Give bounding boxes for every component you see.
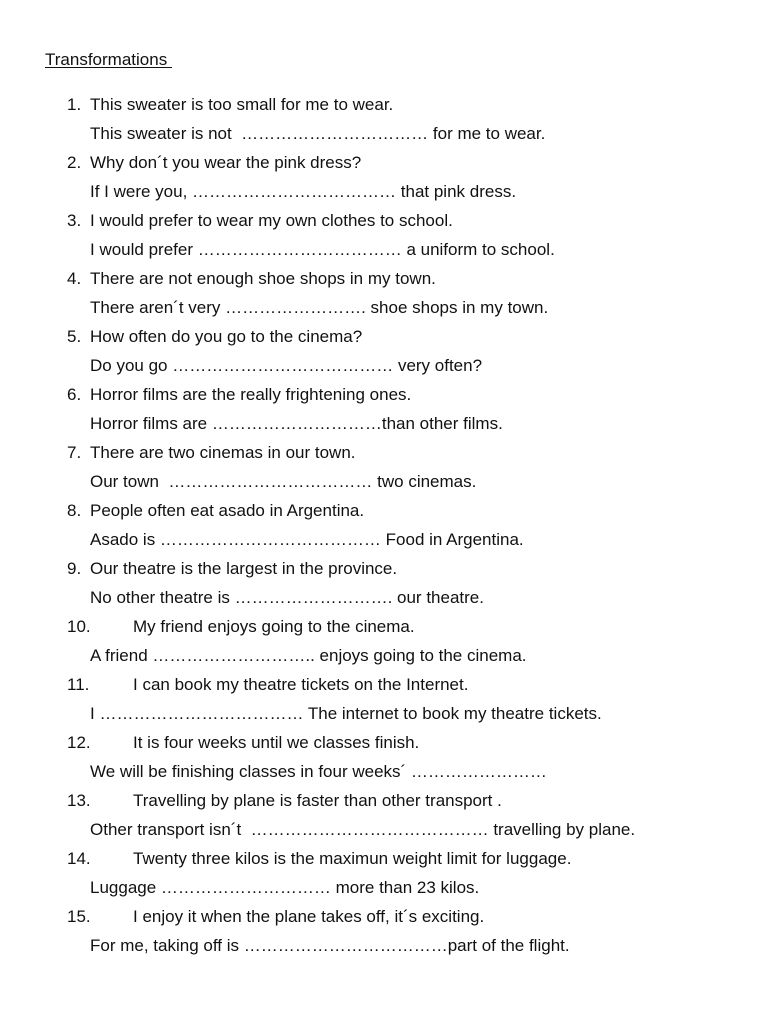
item-sentence: Why don´t you wear the pink dress? [90, 153, 362, 172]
item-sentence: There are two cinemas in our town. [90, 443, 356, 462]
item-number: 15. [67, 907, 91, 926]
item-sentence: How often do you go to the cinema? [90, 327, 363, 346]
item-sentence: Horror films are the really frightening ones. [90, 385, 412, 404]
item-sentence: People often eat asado in Argentina. [90, 501, 365, 520]
item-transformation: I would prefer ……………………………… a uniform to school. [90, 240, 555, 259]
exercise-list [0, 90, 768, 960]
item-transformation: This sweater is not …………………………… for me to wear. [90, 124, 546, 143]
item-number: 9. [67, 559, 82, 578]
item-sentence: It is four weeks until we classes finish. [133, 733, 420, 752]
exercise-item-14 [0, 844, 768, 902]
item-number: 8. [67, 501, 82, 520]
exercise-item-7 [0, 438, 768, 496]
item-sentence: Twenty three kilos is the maximun weight limit for luggage. [133, 849, 572, 868]
item-transformation: Luggage ………………………… more than 23 kilos. [90, 878, 480, 897]
item-transformation: Do you go ………………………………… very often? [90, 356, 483, 375]
item-transformation: No other theatre is ………………………. our theatre. [90, 588, 484, 607]
exercise-item-6 [0, 380, 768, 438]
exercise-item-15 [0, 902, 768, 960]
item-number: 7. [67, 443, 82, 462]
item-number: 14. [67, 849, 91, 868]
item-number: 5. [67, 327, 82, 346]
exercise-item-12 [0, 728, 768, 786]
item-transformation: For me, taking off is ………………………………part of the flight. [90, 936, 570, 955]
item-transformation: A friend ……………………….. enjoys going to the cinema. [90, 646, 527, 665]
exercise-item-2 [0, 148, 768, 206]
item-sentence: I would prefer to wear my own clothes to school. [90, 211, 453, 230]
item-number: 12. [67, 733, 91, 752]
item-number: 2. [67, 153, 82, 172]
item-transformation: We will be finishing classes in four weeks´ …………………… [90, 762, 547, 781]
item-sentence: This sweater is too small for me to wear. [90, 95, 394, 114]
exercise-item-3 [0, 206, 768, 264]
exercise-item-4 [0, 264, 768, 322]
item-transformation: Our town ……………………………… two cinemas. [90, 472, 477, 491]
item-sentence: Our theatre is the largest in the province. [90, 559, 398, 578]
item-transformation: Asado is ………………………………… Food in Argentina. [90, 530, 524, 549]
exercise-item-5 [0, 322, 768, 380]
item-sentence: I enjoy it when the plane takes off, it´s exciting. [133, 907, 485, 926]
exercise-item-10 [0, 612, 768, 670]
item-number: 10. [67, 617, 91, 636]
item-transformation: Horror films are …………………………than other films. [90, 414, 503, 433]
exercise-item-11 [0, 670, 768, 728]
item-number: 13. [67, 791, 91, 810]
page-title: Transformations [45, 50, 172, 69]
item-number: 6. [67, 385, 82, 404]
item-transformation: I ……………………………… The internet to book my theatre tickets. [90, 704, 602, 723]
item-transformation: There aren´t very ……………………. shoe shops in my town. [90, 298, 549, 317]
item-sentence: My friend enjoys going to the cinema. [133, 617, 415, 636]
item-sentence: There are not enough shoe shops in my town. [90, 269, 436, 288]
exercise-item-9 [0, 554, 768, 612]
item-number: 4. [67, 269, 82, 288]
item-number: 3. [67, 211, 82, 230]
exercise-item-1 [0, 90, 768, 148]
exercise-item-13 [0, 786, 768, 844]
item-sentence: Travelling by plane is faster than other transport . [133, 791, 502, 810]
item-number: 11. [67, 675, 90, 694]
item-sentence: I can book my theatre tickets on the Internet. [133, 675, 469, 694]
exercise-item-8 [0, 496, 768, 554]
item-transformation: If I were you, ……………………………… that pink dress. [90, 182, 517, 201]
item-transformation: Other transport isn´t …………………………………… travelling by plane. [90, 820, 636, 839]
item-number: 1. [67, 95, 82, 114]
